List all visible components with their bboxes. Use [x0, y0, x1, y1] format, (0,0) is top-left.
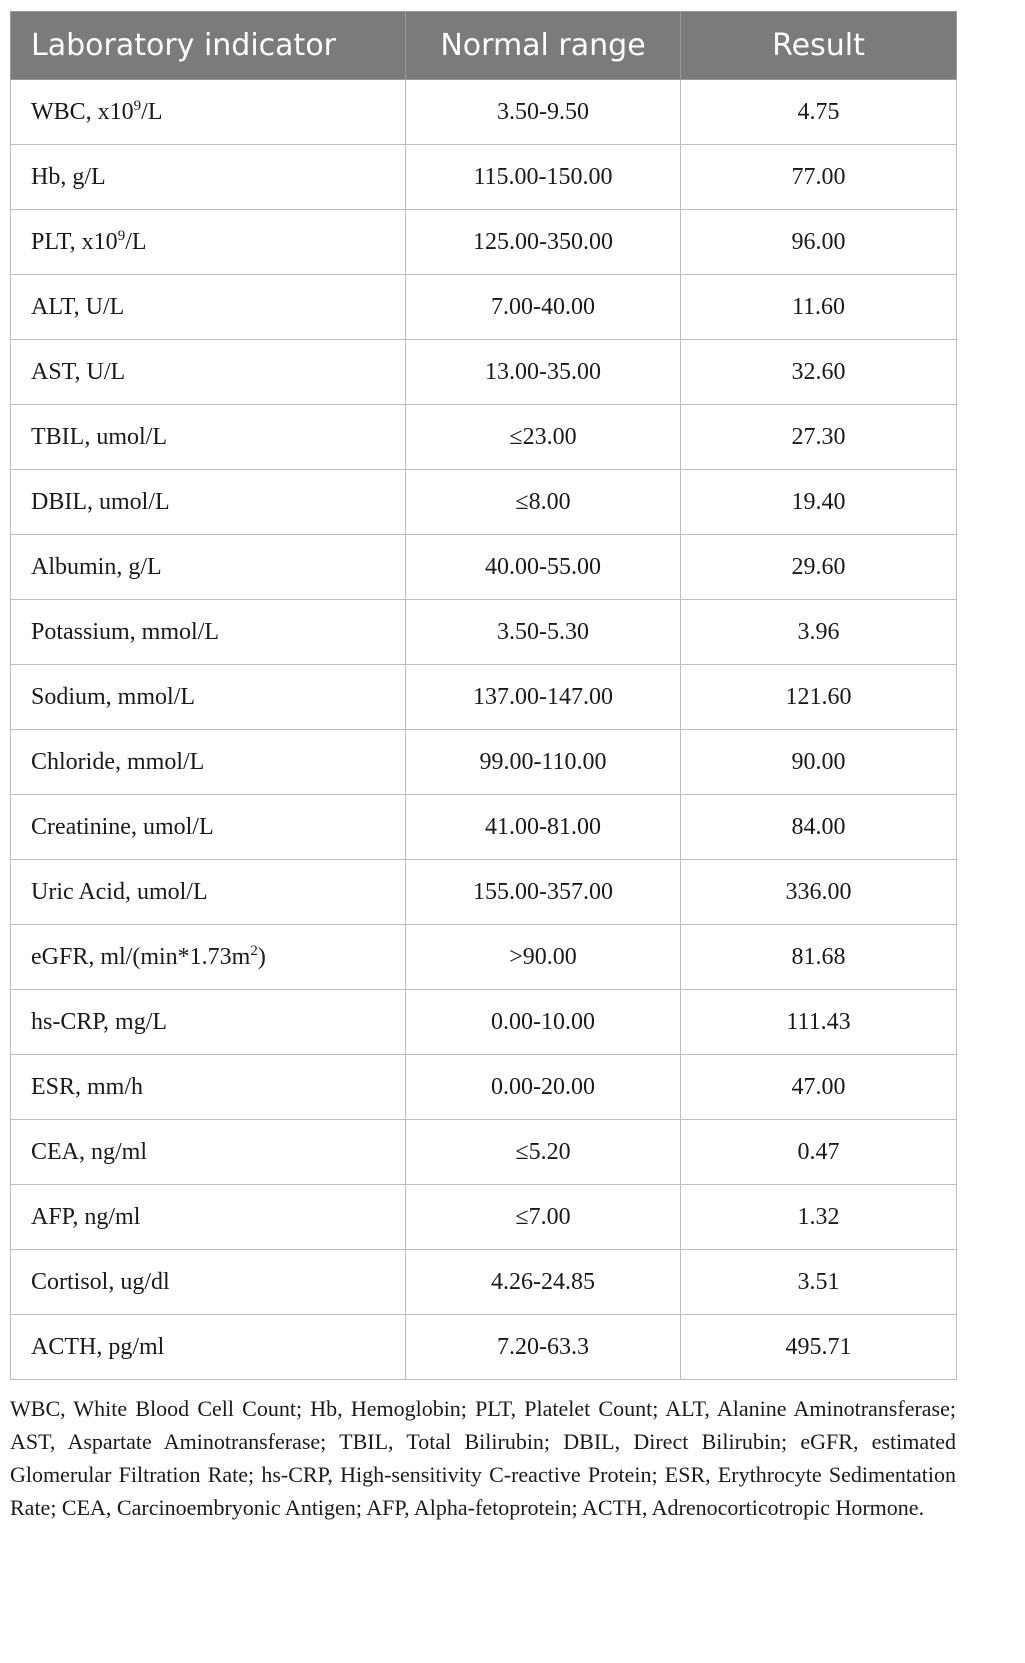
indicator-label: Potassium, mmol/L — [31, 618, 220, 645]
indicator-suffix: /L — [125, 228, 147, 255]
table-row — [11, 925, 957, 990]
table-row — [11, 600, 957, 665]
cell-indicator — [11, 275, 406, 340]
cell-indicator — [11, 925, 406, 990]
cell-indicator — [11, 1185, 406, 1250]
lab-table-container — [10, 11, 956, 1524]
indicator-label: CEA, ng/ml — [31, 1138, 148, 1165]
indicator-label: Uric Acid, umol/L — [31, 878, 208, 905]
table-row — [11, 340, 957, 405]
cell-result: 4.75 — [681, 80, 957, 145]
indicator-label: Albumin, g/L — [31, 553, 162, 580]
indicator-label: WBC, x10 — [31, 98, 134, 125]
table-row — [11, 1185, 957, 1250]
indicator-label: PLT, x10 — [31, 228, 118, 255]
cell-normal-range: ≤7.00 — [406, 1185, 681, 1250]
indicator-label: Sodium, mmol/L — [31, 683, 196, 710]
lab-results-table — [10, 11, 957, 1380]
indicator-label: ESR, mm/h — [31, 1073, 144, 1100]
cell-indicator — [11, 795, 406, 860]
table-row — [11, 145, 957, 210]
table-row — [11, 665, 957, 730]
header-result: Result — [681, 12, 957, 80]
cell-result: 29.60 — [681, 535, 957, 600]
cell-normal-range: >90.00 — [406, 925, 681, 990]
indicator-label: AFP, ng/ml — [31, 1203, 141, 1230]
cell-indicator — [11, 990, 406, 1055]
cell-indicator — [11, 1055, 406, 1120]
cell-normal-range: 4.26-24.85 — [406, 1250, 681, 1315]
cell-result: 84.00 — [681, 795, 957, 860]
cell-normal-range: 7.20-63.3 — [406, 1315, 681, 1380]
cell-normal-range: ≤23.00 — [406, 405, 681, 470]
indicator-suffix: ) — [257, 943, 266, 970]
table-row — [11, 80, 957, 145]
cell-normal-range: ≤5.20 — [406, 1120, 681, 1185]
header-normal-range: Normal range — [406, 12, 681, 80]
table-row — [11, 1120, 957, 1185]
cell-result: 3.96 — [681, 600, 957, 665]
table-header-row — [11, 12, 957, 80]
cell-result: 19.40 — [681, 470, 957, 535]
cell-indicator — [11, 600, 406, 665]
cell-normal-range: 0.00-20.00 — [406, 1055, 681, 1120]
cell-result: 77.00 — [681, 145, 957, 210]
cell-result: 1.32 — [681, 1185, 957, 1250]
cell-indicator — [11, 1315, 406, 1380]
cell-indicator — [11, 145, 406, 210]
cell-indicator — [11, 665, 406, 730]
indicator-label: ALT, U/L — [31, 293, 125, 320]
cell-result: 111.43 — [681, 990, 957, 1055]
indicator-label: TBIL, umol/L — [31, 423, 167, 450]
table-row — [11, 470, 957, 535]
indicator-label: eGFR, ml/(min*1.73m — [31, 943, 251, 970]
cell-normal-range: 13.00-35.00 — [406, 340, 681, 405]
indicator-suffix: /L — [141, 98, 163, 125]
cell-normal-range: ≤8.00 — [406, 470, 681, 535]
indicator-label: ACTH, pg/ml — [31, 1333, 165, 1360]
cell-indicator — [11, 210, 406, 275]
cell-normal-range: 137.00-147.00 — [406, 665, 681, 730]
cell-result: 336.00 — [681, 860, 957, 925]
table-body — [11, 80, 957, 1380]
table-row — [11, 990, 957, 1055]
cell-result: 3.51 — [681, 1250, 957, 1315]
table-row — [11, 795, 957, 860]
table-row — [11, 210, 957, 275]
indicator-label: Hb, g/L — [31, 163, 106, 190]
cell-result: 0.47 — [681, 1120, 957, 1185]
cell-normal-range: 7.00-40.00 — [406, 275, 681, 340]
cell-result: 81.68 — [681, 925, 957, 990]
cell-indicator — [11, 730, 406, 795]
cell-indicator — [11, 535, 406, 600]
cell-indicator — [11, 1250, 406, 1315]
cell-normal-range: 115.00-150.00 — [406, 145, 681, 210]
cell-normal-range: 0.00-10.00 — [406, 990, 681, 1055]
cell-result: 90.00 — [681, 730, 957, 795]
cell-normal-range: 99.00-110.00 — [406, 730, 681, 795]
cell-normal-range: 40.00-55.00 — [406, 535, 681, 600]
indicator-label: Chloride, mmol/L — [31, 748, 205, 775]
table-footnote: WBC, White Blood Cell Count; Hb, Hemoglobin; PLT, Platelet Count; ALT, Alanine Aminotransferase; AST, Aspartate Aminotransferase; TBIL, Total Bilirubin; DBIL, Direct Bilirubin; eGFR, estimated Glomerular Filtration Rate; hs-CRP, High-sensitivity C-reactive Protein; ESR, Erythrocyte Sedimentation Rate; CEA, Carcinoembryonic Antigen; AFP, Alpha-fetoprotein; ACTH, Adrenocorticotropic Hormone. — [10, 1396, 956, 1520]
cell-result: 32.60 — [681, 340, 957, 405]
indicator-label: DBIL, umol/L — [31, 488, 170, 515]
indicator-superscript: 9 — [117, 227, 126, 244]
cell-result: 27.30 — [681, 405, 957, 470]
table-row — [11, 1055, 957, 1120]
cell-normal-range: 3.50-5.30 — [406, 600, 681, 665]
cell-result: 11.60 — [681, 275, 957, 340]
table-row — [11, 1250, 957, 1315]
cell-indicator — [11, 80, 406, 145]
cell-result: 495.71 — [681, 1315, 957, 1380]
header-laboratory-indicator: Laboratory indicator — [11, 12, 406, 80]
table-row — [11, 275, 957, 340]
indicator-label: AST, U/L — [31, 358, 126, 385]
cell-indicator — [11, 1120, 406, 1185]
indicator-label: Creatinine, umol/L — [31, 813, 214, 840]
cell-result: 96.00 — [681, 210, 957, 275]
table-row — [11, 1315, 957, 1380]
table-row — [11, 860, 957, 925]
cell-indicator — [11, 405, 406, 470]
cell-normal-range: 155.00-357.00 — [406, 860, 681, 925]
cell-indicator — [11, 470, 406, 535]
table-row — [11, 405, 957, 470]
cell-normal-range: 3.50-9.50 — [406, 80, 681, 145]
cell-normal-range: 41.00-81.00 — [406, 795, 681, 860]
indicator-label: hs-CRP, mg/L — [31, 1008, 168, 1035]
cell-result: 121.60 — [681, 665, 957, 730]
indicator-superscript: 2 — [250, 942, 258, 959]
table-row — [11, 535, 957, 600]
cell-indicator — [11, 340, 406, 405]
table-row — [11, 730, 957, 795]
cell-indicator — [11, 860, 406, 925]
cell-result: 47.00 — [681, 1055, 957, 1120]
indicator-superscript: 9 — [133, 97, 142, 114]
indicator-label: Cortisol, ug/dl — [31, 1268, 170, 1295]
cell-normal-range: 125.00-350.00 — [406, 210, 681, 275]
